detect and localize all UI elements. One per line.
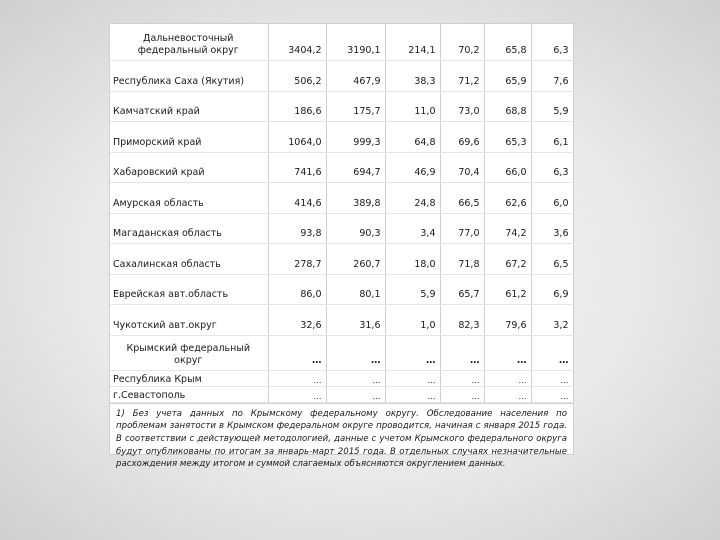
value-cell: 73,0 xyxy=(440,91,484,122)
value-cell: 1,0 xyxy=(385,305,440,336)
region-name: Приморский край xyxy=(110,122,268,153)
value-cell: 90,3 xyxy=(326,213,385,244)
value-cell: 79,6 xyxy=(484,305,531,336)
value-cell: 74,2 xyxy=(484,213,531,244)
value-cell: … xyxy=(268,386,326,402)
value-cell: … xyxy=(440,386,484,402)
value-cell: 80,1 xyxy=(326,274,385,305)
value-cell: … xyxy=(385,370,440,386)
table-row xyxy=(110,91,573,122)
value-cell: 3190,1 xyxy=(326,24,385,61)
value-cell: 6,9 xyxy=(531,274,573,305)
region-name: Амурская область xyxy=(110,183,268,214)
value-cell: 3,6 xyxy=(531,213,573,244)
value-cell: 65,7 xyxy=(440,274,484,305)
region-name: Магаданская область xyxy=(110,213,268,244)
table-row xyxy=(110,24,573,61)
value-cell: 3,4 xyxy=(385,213,440,244)
value-cell: … xyxy=(385,386,440,402)
value-cell: … xyxy=(484,335,531,370)
table-row xyxy=(110,61,573,92)
table-row xyxy=(110,213,573,244)
value-cell: 186,6 xyxy=(268,91,326,122)
value-cell: 70,4 xyxy=(440,152,484,183)
region-name: Еврейская авт.область xyxy=(110,274,268,305)
value-cell: 24,8 xyxy=(385,183,440,214)
value-cell: 69,6 xyxy=(440,122,484,153)
region-name: Республика Саха (Якутия) xyxy=(110,61,268,92)
value-cell: 11,0 xyxy=(385,91,440,122)
value-cell: … xyxy=(440,335,484,370)
value-cell: 6,0 xyxy=(531,183,573,214)
table-row xyxy=(110,335,573,370)
region-name: Дальневосточный федеральный округ xyxy=(110,24,268,61)
document-sheet xyxy=(109,23,574,470)
value-cell: 64,8 xyxy=(385,122,440,153)
value-cell: 38,3 xyxy=(385,61,440,92)
value-cell: … xyxy=(268,370,326,386)
value-cell: 175,7 xyxy=(326,91,385,122)
value-cell: … xyxy=(531,335,573,370)
value-cell: 67,2 xyxy=(484,244,531,275)
table-row xyxy=(110,274,573,305)
region-name: Камчатский край xyxy=(110,91,268,122)
value-cell: 414,6 xyxy=(268,183,326,214)
value-cell: 3404,2 xyxy=(268,24,326,61)
value-cell: 467,9 xyxy=(326,61,385,92)
value-cell: 5,9 xyxy=(531,91,573,122)
value-cell: 5,9 xyxy=(385,274,440,305)
table-row xyxy=(110,152,573,183)
value-cell: … xyxy=(326,370,385,386)
employment-table xyxy=(110,24,574,403)
value-cell: 999,3 xyxy=(326,122,385,153)
value-cell: 7,6 xyxy=(531,61,573,92)
region-name: Чукотский авт.округ xyxy=(110,305,268,336)
value-cell: … xyxy=(531,370,573,386)
value-cell: 214,1 xyxy=(385,24,440,61)
value-cell: 1064,0 xyxy=(268,122,326,153)
value-cell: 31,6 xyxy=(326,305,385,336)
table-row xyxy=(110,122,573,153)
value-cell: 278,7 xyxy=(268,244,326,275)
value-cell: 82,3 xyxy=(440,305,484,336)
value-cell: 6,5 xyxy=(531,244,573,275)
value-cell: 77,0 xyxy=(440,213,484,244)
value-cell: 86,0 xyxy=(268,274,326,305)
value-cell: 66,0 xyxy=(484,152,531,183)
value-cell: 65,8 xyxy=(484,24,531,61)
value-cell: 71,2 xyxy=(440,61,484,92)
value-cell: 741,6 xyxy=(268,152,326,183)
table-row xyxy=(110,386,573,402)
value-cell: 6,3 xyxy=(531,24,573,61)
region-name: Сахалинская область xyxy=(110,244,268,275)
region-name: Крымский федеральный округ xyxy=(110,335,268,370)
value-cell: 6,1 xyxy=(531,122,573,153)
value-cell: 61,2 xyxy=(484,274,531,305)
value-cell: … xyxy=(326,335,385,370)
value-cell: 260,7 xyxy=(326,244,385,275)
table-row xyxy=(110,244,573,275)
value-cell: 93,8 xyxy=(268,213,326,244)
table-row xyxy=(110,305,573,336)
value-cell: 506,2 xyxy=(268,61,326,92)
region-name: г.Севастополь xyxy=(110,386,268,402)
value-cell: 18,0 xyxy=(385,244,440,275)
value-cell: 62,6 xyxy=(484,183,531,214)
value-cell: 32,6 xyxy=(268,305,326,336)
region-name: Республика Крым xyxy=(110,370,268,386)
value-cell: … xyxy=(440,370,484,386)
value-cell: 71,8 xyxy=(440,244,484,275)
value-cell: 46,9 xyxy=(385,152,440,183)
value-cell: … xyxy=(385,335,440,370)
value-cell: … xyxy=(531,386,573,402)
footnote: 1) Без учета данных по Крымскому федеральному округу. Обследование населения по проблемам занятости в Крымском федеральном округе проводится, начиная с января 2015 года. В соответствии с действующей методологией, данные с учетом Крымского федерального округа будут опубликованы по итогам за январь-март 2015 года. В отдельных случаях незначительные расхождения между итогом и суммой слагаемых объясняются округлением данных. xyxy=(110,403,573,472)
value-cell: 70,2 xyxy=(440,24,484,61)
value-cell: 389,8 xyxy=(326,183,385,214)
value-cell: 6,3 xyxy=(531,152,573,183)
value-cell: … xyxy=(484,386,531,402)
value-cell: 3,2 xyxy=(531,305,573,336)
table-row xyxy=(110,183,573,214)
value-cell: 65,3 xyxy=(484,122,531,153)
value-cell: 694,7 xyxy=(326,152,385,183)
value-cell: … xyxy=(484,370,531,386)
value-cell: 66,5 xyxy=(440,183,484,214)
value-cell: … xyxy=(326,386,385,402)
value-cell: 65,9 xyxy=(484,61,531,92)
region-name: Хабаровский край xyxy=(110,152,268,183)
value-cell: … xyxy=(268,335,326,370)
value-cell: 68,8 xyxy=(484,91,531,122)
table-row xyxy=(110,370,573,386)
